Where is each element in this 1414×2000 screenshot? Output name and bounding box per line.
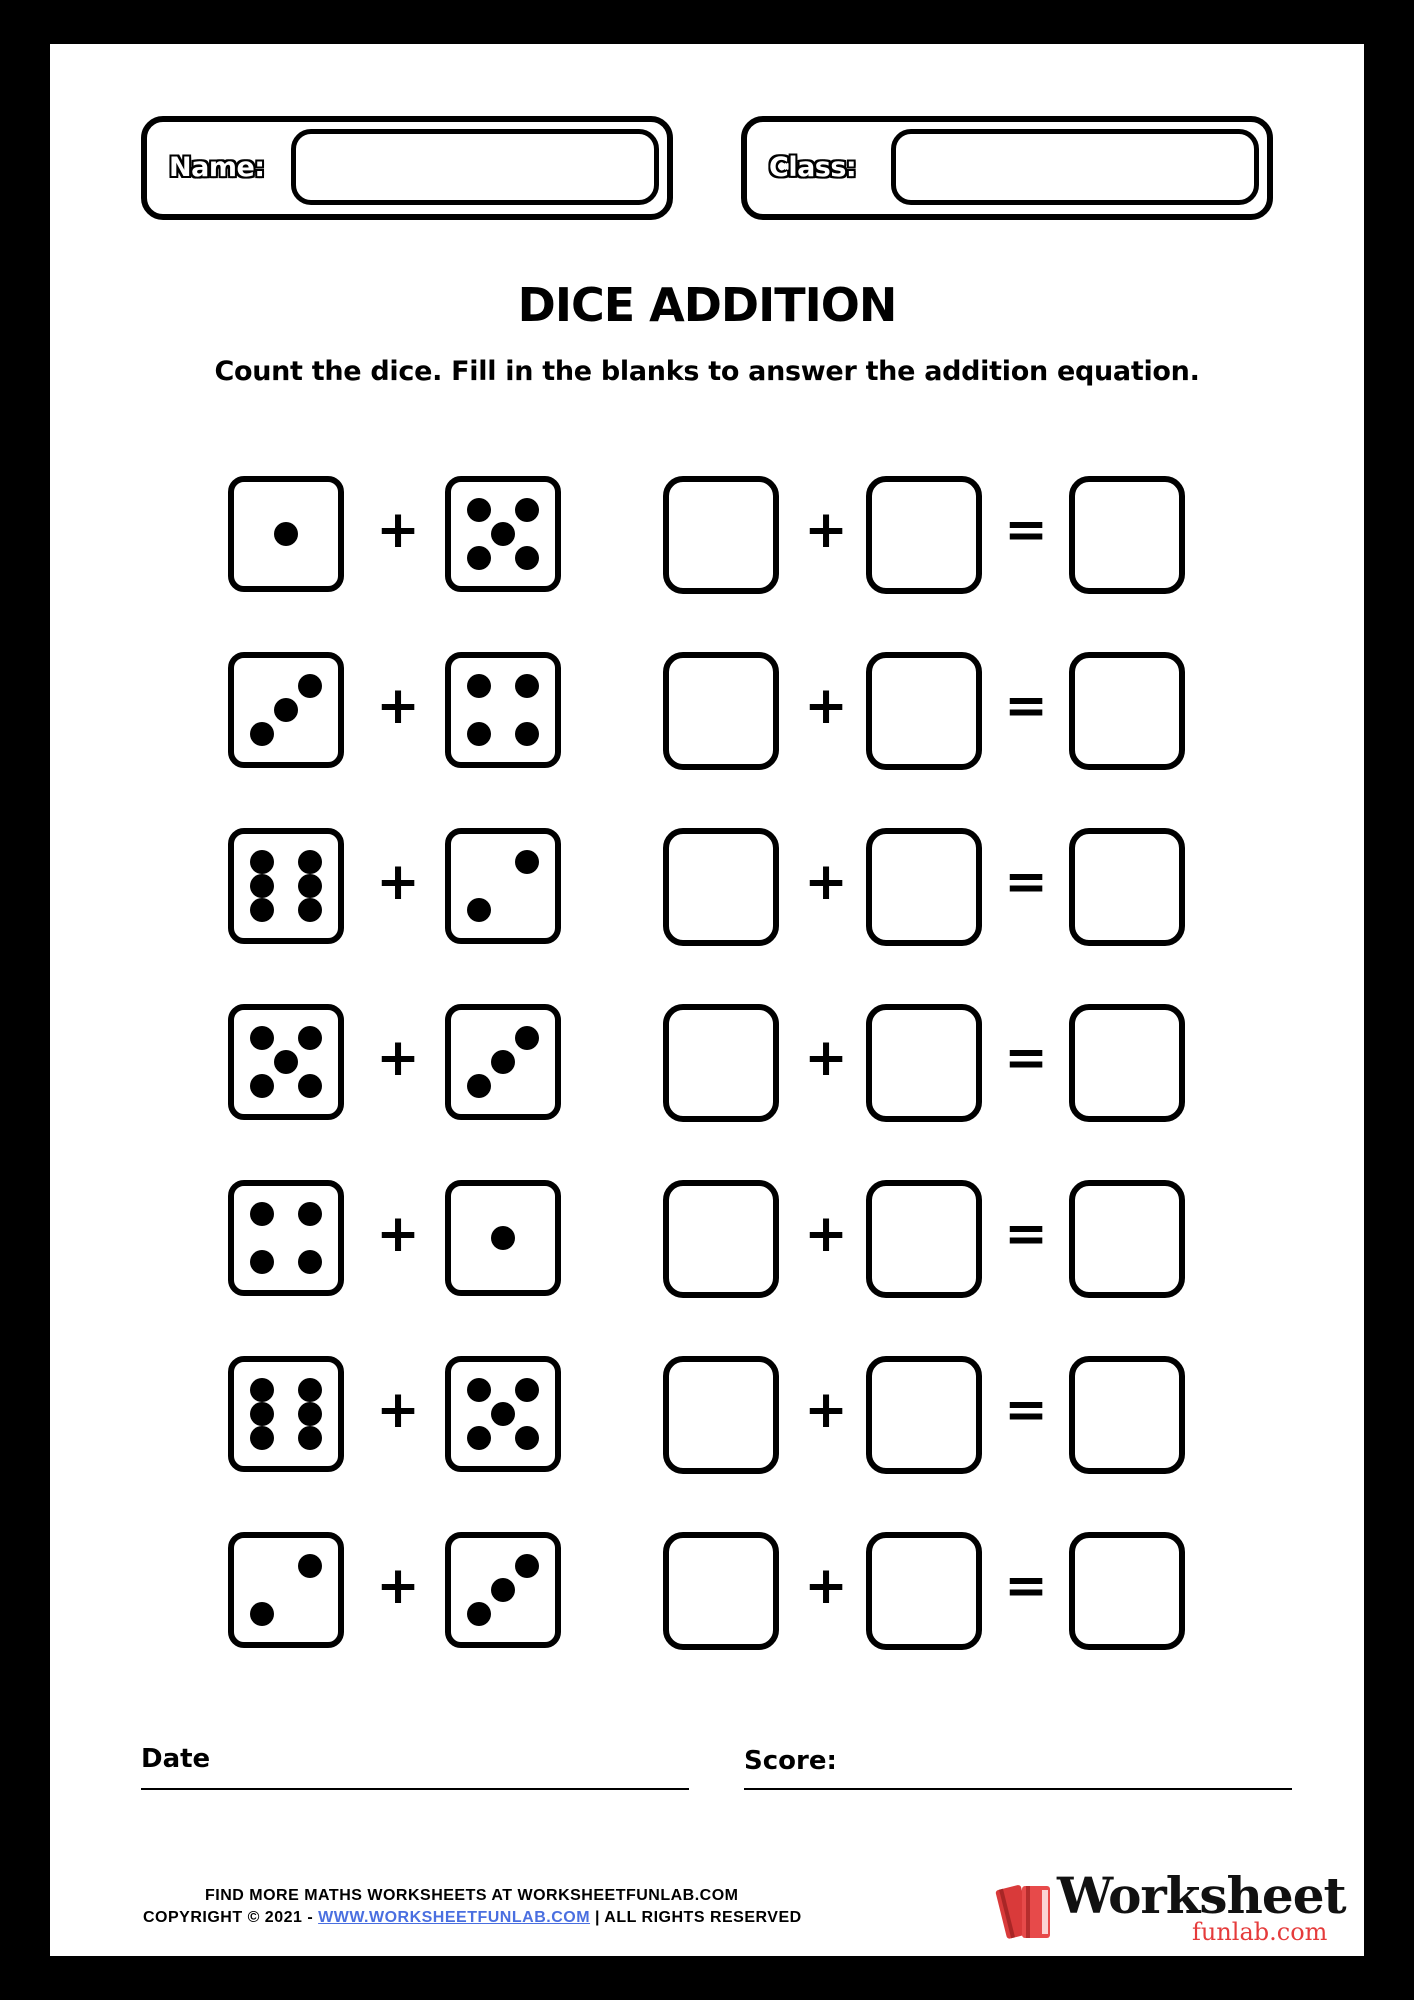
answer-box-addend1[interactable] [663, 828, 779, 946]
plus-sign: + [804, 852, 848, 912]
plus-sign: + [804, 500, 848, 560]
class-label: Class: [769, 152, 857, 183]
die-pip [467, 546, 491, 570]
die-pip [250, 1602, 274, 1626]
plus-sign: + [376, 500, 420, 560]
answer-box-addend2[interactable] [866, 476, 982, 594]
die-1 [445, 1180, 561, 1296]
books-icon [992, 1872, 1058, 1942]
die-pip [298, 898, 322, 922]
equals-sign: = [1004, 1380, 1048, 1440]
die-pip [491, 1578, 515, 1602]
die-pip [467, 722, 491, 746]
answer-box-sum[interactable] [1069, 652, 1185, 770]
plus-sign: + [804, 1380, 848, 1440]
die-pip [298, 674, 322, 698]
logo-wordmark: Worksheet [1057, 1866, 1346, 1925]
die-pip [515, 498, 539, 522]
die-4 [228, 1180, 344, 1296]
score-label: Score: [744, 1746, 837, 1776]
die-pip [250, 850, 274, 874]
die-pip [515, 546, 539, 570]
plus-sign: + [376, 1028, 420, 1088]
die-pip [250, 1250, 274, 1274]
equals-sign: = [1004, 676, 1048, 736]
die-pip [298, 1554, 322, 1578]
name-label: Name: [169, 152, 265, 183]
die-pip [274, 522, 298, 546]
answer-box-addend1[interactable] [663, 1004, 779, 1122]
die-5 [445, 476, 561, 592]
die-pip [515, 722, 539, 746]
equals-sign: = [1004, 500, 1048, 560]
answer-box-addend2[interactable] [866, 1004, 982, 1122]
equals-sign: = [1004, 1204, 1048, 1264]
die-3 [445, 1004, 561, 1120]
answer-box-sum[interactable] [1069, 476, 1185, 594]
die-pip [515, 674, 539, 698]
die-5 [228, 1004, 344, 1120]
answer-box-addend2[interactable] [866, 1532, 982, 1650]
die-pip [515, 850, 539, 874]
worksheet-page [50, 44, 1364, 1956]
die-pip [298, 1074, 322, 1098]
die-pip [491, 1402, 515, 1426]
plus-sign: + [376, 676, 420, 736]
die-pip [467, 1426, 491, 1450]
footer-link[interactable]: WWW.WORKSHEETFUNLAB.COM [318, 1909, 591, 1926]
equals-sign: = [1004, 1556, 1048, 1616]
worksheet-funlab-logo [992, 1866, 1346, 1946]
equals-sign: = [1004, 1028, 1048, 1088]
problem-row [50, 476, 1364, 596]
plus-sign: + [804, 1204, 848, 1264]
die-6 [228, 828, 344, 944]
die-pip [250, 1026, 274, 1050]
plus-sign: + [376, 1380, 420, 1440]
die-pip [491, 1226, 515, 1250]
die-1 [228, 476, 344, 592]
die-pip [250, 1202, 274, 1226]
answer-box-addend2[interactable] [866, 652, 982, 770]
die-pip [467, 674, 491, 698]
date-line[interactable] [141, 1788, 689, 1790]
die-pip [467, 898, 491, 922]
problem-list [50, 44, 1364, 1956]
die-pip [250, 1402, 274, 1426]
answer-box-sum[interactable] [1069, 1004, 1185, 1122]
problem-row [50, 1180, 1364, 1300]
equals-sign: = [1004, 852, 1048, 912]
plus-sign: + [376, 852, 420, 912]
plus-sign: + [376, 1556, 420, 1616]
die-pip [250, 874, 274, 898]
answer-box-addend2[interactable] [866, 828, 982, 946]
die-pip [298, 850, 322, 874]
die-pip [274, 1050, 298, 1074]
footer-copyright [143, 1909, 802, 1927]
die-pip [467, 1602, 491, 1626]
die-pip [515, 1554, 539, 1578]
die-pip [491, 522, 515, 546]
die-pip [298, 1402, 322, 1426]
die-pip [298, 1250, 322, 1274]
answer-box-addend2[interactable] [866, 1180, 982, 1298]
answer-box-sum[interactable] [1069, 828, 1185, 946]
die-pip [298, 1426, 322, 1450]
plus-sign: + [804, 1028, 848, 1088]
die-pip [250, 722, 274, 746]
die-pip [467, 1074, 491, 1098]
die-pip [250, 1378, 274, 1402]
copyright-suffix: | ALL RIGHTS RESERVED [590, 1909, 802, 1926]
die-2 [445, 828, 561, 944]
die-3 [445, 1532, 561, 1648]
die-pip [298, 1026, 322, 1050]
die-pip [250, 1074, 274, 1098]
die-5 [445, 1356, 561, 1472]
die-2 [228, 1532, 344, 1648]
die-4 [445, 652, 561, 768]
plus-sign: + [376, 1204, 420, 1264]
problem-row [50, 1356, 1364, 1476]
plus-sign: + [804, 1556, 848, 1616]
copyright-prefix: COPYRIGHT © 2021 - [143, 1909, 319, 1926]
problem-row [50, 1004, 1364, 1124]
date-label: Date [141, 1744, 211, 1774]
page-title: DICE ADDITION [517, 278, 897, 332]
die-pip [467, 498, 491, 522]
answer-box-addend1[interactable] [663, 476, 779, 594]
problem-row [50, 828, 1364, 948]
die-pip [274, 698, 298, 722]
answer-box-addend1[interactable] [663, 1532, 779, 1650]
problem-row [50, 652, 1364, 772]
answer-box-addend2[interactable] [866, 1356, 982, 1474]
die-pip [491, 1050, 515, 1074]
score-line[interactable] [744, 1788, 1292, 1790]
answer-box-sum[interactable] [1069, 1180, 1185, 1298]
die-pip [515, 1426, 539, 1450]
die-pip [515, 1026, 539, 1050]
die-pip [298, 1202, 322, 1226]
answer-box-addend1[interactable] [663, 1356, 779, 1474]
die-pip [515, 1378, 539, 1402]
die-pip [250, 1426, 274, 1450]
answer-box-addend1[interactable] [663, 1180, 779, 1298]
die-pip [298, 874, 322, 898]
instructions-text: Count the dice. Fill in the blanks to answer the addition equation. [214, 356, 1200, 387]
answer-box-sum[interactable] [1069, 1532, 1185, 1650]
die-pip [467, 1378, 491, 1402]
die-pip [298, 1378, 322, 1402]
problem-row [50, 1532, 1364, 1652]
die-pip [250, 898, 274, 922]
die-3 [228, 652, 344, 768]
logo-subtext: funlab.com [1192, 1918, 1328, 1946]
footer-promo: FIND MORE MATHS WORKSHEETS AT WORKSHEETFUNLAB.COM [205, 1887, 739, 1904]
answer-box-sum[interactable] [1069, 1356, 1185, 1474]
plus-sign: + [804, 676, 848, 736]
die-6 [228, 1356, 344, 1472]
answer-box-addend1[interactable] [663, 652, 779, 770]
